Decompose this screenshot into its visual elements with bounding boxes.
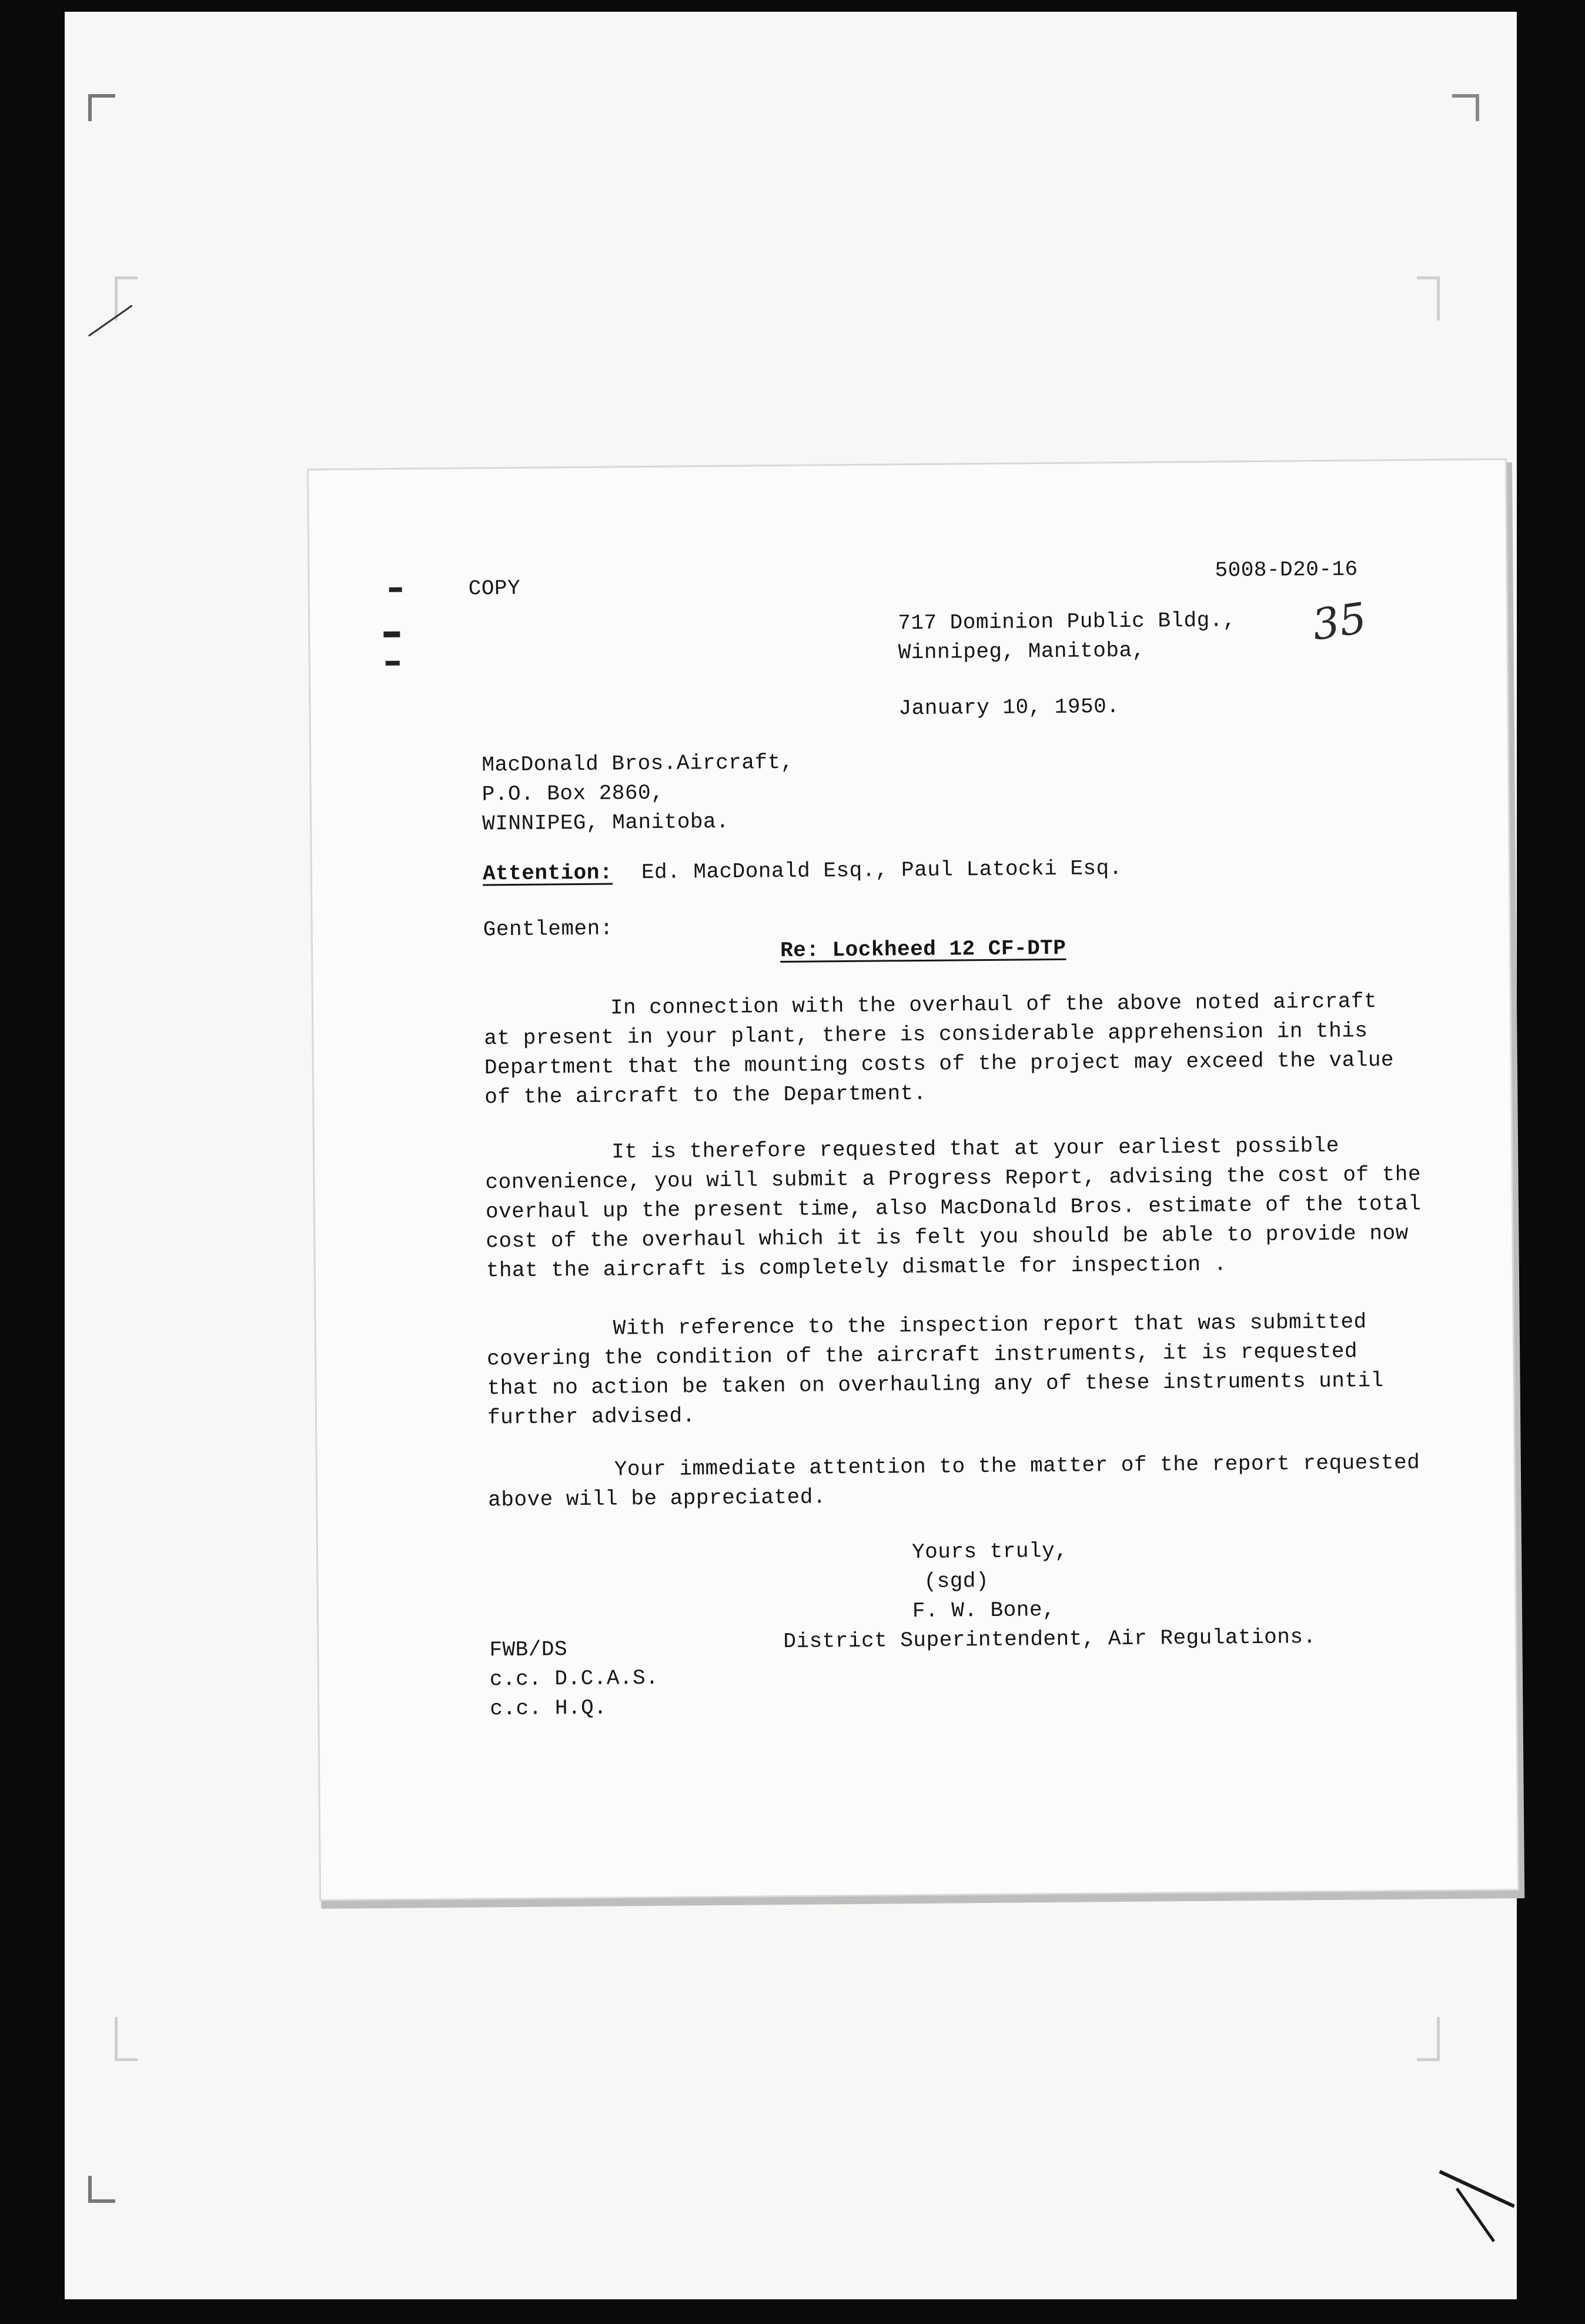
sender-address-line: Winnipeg, Manitoba, bbox=[898, 638, 1145, 665]
sender-address-line: 717 Dominion Public Bldg., bbox=[898, 608, 1236, 636]
paragraph-4-line: Your immediate attention to the matter of the report requested bbox=[614, 1450, 1420, 1482]
paragraph-3-line: With reference to the inspection report that was submitted bbox=[613, 1310, 1367, 1341]
paragraph-2-line: It is therefore requested that at your earliest possible bbox=[611, 1133, 1340, 1164]
paragraph-2-line: convenience, you will submit a Progress Report, advising the cost of the bbox=[485, 1162, 1422, 1195]
paragraph-3-line: further advised. bbox=[487, 1404, 695, 1430]
recipient-line: WINNIPEG, Manitoba. bbox=[482, 809, 730, 836]
file-number: 5008-D20-16 bbox=[1215, 557, 1358, 583]
crop-mark bbox=[1417, 276, 1440, 320]
paragraph-1-line: at present in your plant, there is considerable apprehension in this bbox=[484, 1019, 1368, 1051]
paragraph-3-line: that no action be taken on overhauling any of these instruments until bbox=[487, 1368, 1384, 1401]
closing: Yours truly, bbox=[911, 1538, 1068, 1565]
attention-label: Attention: bbox=[482, 860, 613, 886]
paragraph-2-line: overhaul up the present time, also MacDonald Bros. estimate of the total bbox=[485, 1191, 1422, 1224]
crop-mark bbox=[88, 2176, 115, 2203]
punch-mark bbox=[389, 587, 402, 592]
punch-mark bbox=[386, 661, 400, 666]
carbon-copy-line: c.c. H.Q. bbox=[490, 1695, 607, 1721]
attention-names: Ed. MacDonald Esq., Paul Latocki Esq. bbox=[641, 856, 1122, 885]
letter-page bbox=[309, 460, 1517, 1899]
signer-name: F. W. Bone, bbox=[912, 1597, 1056, 1624]
paragraph-1-line: Department that the mounting costs of the project may exceed the value bbox=[484, 1047, 1395, 1080]
recipient-line: MacDonald Bros.Aircraft, bbox=[481, 750, 794, 777]
punch-mark bbox=[383, 632, 400, 637]
paragraph-4-line: above will be appreciated. bbox=[488, 1485, 827, 1512]
carbon-copy-line: c.c. D.C.A.S. bbox=[489, 1665, 659, 1692]
recipient-line: P.O. Box 2860, bbox=[481, 780, 664, 807]
typist-initials: FWB/DS bbox=[489, 1637, 568, 1662]
paragraph-3-line: covering the condition of the aircraft instruments, it is requested bbox=[487, 1339, 1358, 1371]
paragraph-2-line: cost of the overhaul which it is felt you should be able to provide now bbox=[486, 1221, 1409, 1254]
crop-mark bbox=[88, 94, 115, 121]
crop-mark bbox=[1452, 94, 1479, 121]
paragraph-1-line: In connection with the overhaul of the above noted aircraft bbox=[610, 989, 1377, 1020]
letter-date: January 10, 1950. bbox=[898, 694, 1120, 721]
signed-note: (sgd) bbox=[924, 1568, 989, 1594]
signer-title: District Superintendent, Air Regulations. bbox=[783, 1625, 1316, 1654]
paragraph-2-line: that the aircraft is completely dismatle for inspection . bbox=[486, 1252, 1227, 1283]
crop-mark bbox=[1417, 2017, 1440, 2061]
crop-mark bbox=[115, 2017, 138, 2061]
copy-label: COPY bbox=[468, 576, 521, 601]
salutation: Gentlemen: bbox=[483, 916, 614, 942]
subject-line: Re: Lockheed 12 CF-DTP bbox=[780, 936, 1066, 963]
paragraph-1-line: of the aircraft to the Department. bbox=[484, 1081, 927, 1110]
handwritten-page-number: 35 bbox=[1309, 593, 1370, 650]
